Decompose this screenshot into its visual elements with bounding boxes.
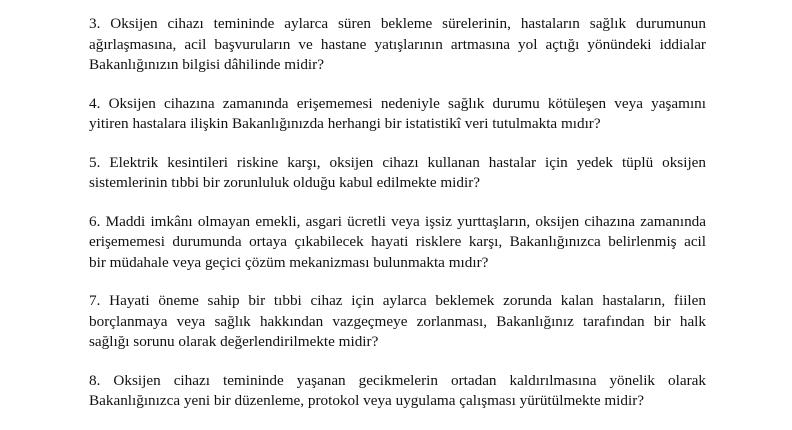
question-line: 7. Hayati öneme sahip bir tıbbi cihaz için aylarca beklemek zorunda kalan hastaların, fiilen: [89, 292, 706, 309]
question-line: erişememesi durumunda ortaya çıkabilecek hayati risklere karşı, Bakanlığınızca belirlenmiş acil: [89, 233, 706, 250]
question-line: borçlanmaya veya sağlık hakkından vazgeçmeye zorlanması, Bakanlığınız tarafından bir halk: [89, 312, 706, 330]
question-4: [89, 94, 706, 135]
question-5: [89, 153, 706, 194]
question-6: [89, 212, 706, 274]
question-line: 8. Oksijen cihazı temininde yaşanan gecikmelerin ortadan kaldırılmasına yönelik olarak: [89, 371, 706, 389]
question-line: bir müdahale veya geçici çözüm mekanizması bulunmakta mıdır?: [89, 253, 489, 271]
question-8: [89, 371, 706, 412]
question-line: sistemlerinin tıbbi bir zorunluluk olduğu kabul edilmekte midir?: [89, 174, 481, 191]
question-7: [89, 291, 706, 353]
question-line: 5. Elektrik kesintileri riskine karşı, oksijen cihazı kullanan hastalar için yedek tüplü oksijen: [89, 153, 706, 171]
question-3: [89, 14, 706, 76]
question-line: Bakanlığınızın bilgisi dâhilinde midir?: [89, 56, 324, 73]
question-line: 4. Oksijen cihazına zamanında erişememesi nedeniyle sağlık durumu kötüleşen veya yaşamını: [89, 94, 706, 112]
question-line: sağlığı sorunu olarak değerlendirilmekte midir?: [89, 333, 379, 350]
question-line: yitiren hastalara ilişkin Bakanlığınızda herhangi bir istatistikî veri tutulmakta mıdır?: [89, 115, 601, 132]
document-page: [89, 14, 706, 430]
question-line: 6. Maddi imkânı olmayan emekli, asgari ücretli veya işsiz yurttaşların, oksijen cihazına zamanında: [89, 212, 706, 230]
question-line: 3. Oksijen cihazı temininde aylarca süren bekleme sürelerinin, hastaların sağlık durumunun: [89, 15, 706, 32]
question-line: Bakanlığınızca yeni bir düzenleme, protokol veya uygulama çalışması yürütülmekte midir?: [89, 392, 645, 409]
question-line: ağırlaşmasına, acil başvuruların ve hastane yatışlarının artmasına yol açtığı yönündeki iddialar: [89, 35, 706, 53]
